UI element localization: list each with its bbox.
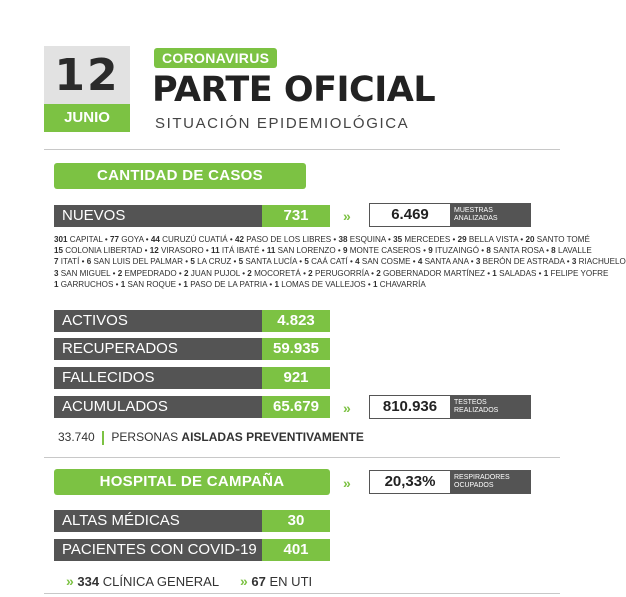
town-count: 1 xyxy=(543,268,549,278)
town-name: SAN COSME xyxy=(361,257,411,267)
town-count: 35 xyxy=(393,235,403,244)
town-count: 3 xyxy=(475,257,481,267)
town-name: CAÁ CATÍ xyxy=(311,257,348,267)
muestras-caption-1: MUESTRAS xyxy=(454,207,493,214)
testeos-value: 810.936 xyxy=(382,398,438,415)
town-count: 7 xyxy=(54,257,59,267)
town-count: 9 xyxy=(343,246,348,256)
town-item xyxy=(355,257,410,266)
chevron-right-icon: » xyxy=(343,208,351,224)
respiradores-caption xyxy=(450,471,530,493)
town-name: PASO DE LA PATRIA xyxy=(190,279,268,289)
altas-value: 30 xyxy=(262,510,330,532)
town-name: BERÓN DE ASTRADA xyxy=(482,257,565,267)
town-count: 2 xyxy=(308,268,313,278)
town-name: SAN LUIS DEL PALMAR xyxy=(93,257,183,267)
chevron-right-icon: » xyxy=(240,573,248,589)
town-count: 1 xyxy=(372,279,378,289)
page-subtitle: SITUACIÓN EPIDEMIOLÓGICA xyxy=(155,115,410,132)
town-count: 1 xyxy=(274,279,279,289)
town-count: 1 xyxy=(183,279,188,289)
town-item xyxy=(393,235,450,244)
towns-line: 301 CAPITAL • 77 GOYA • 44 CURUZÚ CUATIÁ • 42 PASO DE LOS LIBRES • 38 ESQUINA • 35 MERCEDES • 29 BELLA VISTA • 20 SANTO TOMÉ xyxy=(54,235,590,244)
uti-value: 67 xyxy=(251,574,266,589)
town-name: SANTO TOMÉ xyxy=(536,235,590,244)
testeos-caption xyxy=(450,396,530,418)
town-item xyxy=(190,257,231,266)
town-item xyxy=(274,280,365,289)
town-count: 2 xyxy=(247,268,252,278)
respiradores-caption-2: OCUPADOS xyxy=(454,482,494,489)
town-name: PASO DE LOS LIBRES xyxy=(246,235,332,244)
town-item xyxy=(551,246,592,255)
town-item xyxy=(376,269,485,278)
town-count: 11 xyxy=(266,246,276,256)
divider xyxy=(44,149,560,150)
town-count: 301 xyxy=(54,235,68,244)
town-name: MERCEDES xyxy=(404,235,451,244)
town-item xyxy=(572,257,626,266)
town-item xyxy=(486,246,543,255)
town-item xyxy=(308,269,369,278)
chevron-right-icon: » xyxy=(343,400,351,416)
town-item xyxy=(304,257,348,266)
town-item xyxy=(150,246,204,255)
town-item xyxy=(121,280,176,289)
town-count: 3 xyxy=(571,257,577,267)
town-count: 29 xyxy=(457,235,467,244)
town-item xyxy=(458,235,519,244)
muestras-caption xyxy=(450,204,530,226)
testeos-caption-2: REALIZADOS xyxy=(454,407,499,414)
town-item xyxy=(110,235,144,244)
town-count: 1 xyxy=(120,279,126,289)
town-count: 8 xyxy=(486,246,491,256)
town-name: SANTA ANA xyxy=(424,257,469,267)
town-name: SANTA ROSA xyxy=(493,246,544,256)
town-count: 5 xyxy=(190,257,195,267)
altas-label: ALTAS MÉDICAS xyxy=(54,510,262,532)
town-name: ITATÍ xyxy=(60,257,80,267)
acumulados-label: ACUMULADOS xyxy=(54,396,262,418)
page-title: PARTE OFICIAL xyxy=(152,70,436,110)
aislados-text-2: AISLADAS PREVENTIVAMENTE xyxy=(181,430,364,444)
recuperados-value: 59.935 xyxy=(262,338,330,360)
town-count: 9 xyxy=(428,246,433,256)
towns-line: 7 ITATÍ • 6 SAN LUIS DEL PALMAR • 5 LA CRUZ • 5 SANTA LUCÍA • 5 CAÁ CATÍ • 4 SAN COSME • 4 SANTA ANA • 3 BERÓN DE ASTRADA • 3 RIACHUELO xyxy=(54,257,626,267)
town-item xyxy=(183,280,267,289)
respiradores-box xyxy=(369,470,531,494)
town-name: LOMAS DE VALLEJOS xyxy=(281,279,366,289)
town-name: MOCORETÁ xyxy=(254,268,301,278)
chevron-right-icon: » xyxy=(66,573,74,589)
nuevos-label: NUEVOS xyxy=(54,205,262,227)
aislados-line xyxy=(58,430,364,445)
town-name: JUAN PUJOL xyxy=(190,268,240,278)
town-name: SANTA LUCÍA xyxy=(245,257,297,267)
town-count: 12 xyxy=(149,246,159,256)
activos-value: 4.823 xyxy=(262,310,330,332)
clinica-label: CLÍNICA GENERAL xyxy=(102,574,220,589)
towns-line: 3 SAN MIGUEL • 2 EMPEDRADO • 2 JUAN PUJOL • 2 MOCORETÁ • 2 PERUGORRÍA • 2 GOBERNADOR MARTÍNEZ • 1 SALADAS • 1 FELIPE YOFRE xyxy=(54,268,609,278)
town-item xyxy=(54,235,103,244)
divider xyxy=(44,457,560,458)
town-name: ITUZAINGÓ xyxy=(434,246,480,256)
town-name: CURUZÚ CUATIÁ xyxy=(162,235,228,244)
town-count: 15 xyxy=(54,246,64,256)
town-item xyxy=(418,257,469,266)
date-block xyxy=(44,46,130,132)
towns-line: 1 GARRUCHOS • 1 SAN ROQUE • 1 PASO DE LA PATRIA • 1 LOMAS DE VALLEJOS • 1 CHAVARRÍA xyxy=(54,279,426,289)
town-item xyxy=(544,269,609,278)
town-count: 3 xyxy=(54,268,59,278)
town-name: MONTE CASEROS xyxy=(349,246,421,256)
town-item xyxy=(54,257,79,266)
town-name: FELIPE YOFRE xyxy=(550,268,609,278)
clinica-line xyxy=(66,573,219,589)
town-item xyxy=(428,246,479,255)
fallecidos-value: 921 xyxy=(262,367,330,389)
town-name: GOYA xyxy=(121,235,144,244)
fallecidos-label: FALLECIDOS xyxy=(54,367,262,389)
town-count: 44 xyxy=(150,235,160,244)
town-name: EMPEDRADO xyxy=(124,268,177,278)
town-count: 20 xyxy=(525,235,535,244)
town-item xyxy=(343,246,421,255)
coronavirus-tag: CORONAVIRUS xyxy=(154,48,277,68)
town-name: SAN LORENZO xyxy=(277,246,336,256)
town-count: 6 xyxy=(86,257,92,267)
town-count: 38 xyxy=(338,235,348,244)
town-item xyxy=(267,246,336,255)
recuperados-label: RECUPERADOS xyxy=(54,338,262,360)
aislados-value: 33.740 xyxy=(58,430,95,444)
town-item xyxy=(184,269,240,278)
town-item xyxy=(373,280,426,289)
section-title-hospital: HOSPITAL DE CAMPAÑA xyxy=(54,469,330,495)
pacientes-label: PACIENTES CON COVID-19 xyxy=(54,539,262,561)
town-name: VIRASORO xyxy=(160,246,204,256)
town-item xyxy=(87,257,183,266)
town-name: ITÁ IBATÉ xyxy=(221,246,260,256)
uti-label: EN UTI xyxy=(269,574,313,589)
town-name: LA CRUZ xyxy=(197,257,232,267)
town-count: 5 xyxy=(238,257,244,267)
town-item xyxy=(54,269,110,278)
town-count: 8 xyxy=(551,246,556,256)
town-name: CAPITAL xyxy=(69,235,103,244)
town-name: CHAVARRÍA xyxy=(379,279,426,289)
town-name: GARRUCHOS xyxy=(60,279,114,289)
town-item xyxy=(151,235,228,244)
town-name: LAVALLE xyxy=(557,246,592,256)
town-item xyxy=(526,235,590,244)
town-item xyxy=(235,235,331,244)
town-item xyxy=(476,257,565,266)
date-month: JUNIO xyxy=(44,104,130,132)
date-day: 12 xyxy=(44,46,130,104)
town-count: 11 xyxy=(211,246,220,256)
aislados-divider xyxy=(102,431,104,445)
respiradores-caption-1: RESPIRADORES xyxy=(454,474,510,481)
town-name: COLONIA LIBERTAD xyxy=(65,246,143,256)
divider xyxy=(44,593,560,594)
aislados-text-1: PERSONAS xyxy=(111,430,179,444)
testeos-box xyxy=(369,395,531,419)
testeos-caption-1: TESTEOS xyxy=(454,399,487,406)
town-count: 1 xyxy=(492,268,497,278)
town-count: 5 xyxy=(304,257,309,267)
pacientes-value: 401 xyxy=(262,539,330,561)
clinica-value: 334 xyxy=(77,574,100,589)
town-count: 4 xyxy=(417,257,423,267)
town-count: 1 xyxy=(54,279,59,289)
uti-line xyxy=(240,573,312,589)
activos-label: ACTIVOS xyxy=(54,310,262,332)
chevron-right-icon: » xyxy=(343,475,351,491)
town-name: RIACHUELO xyxy=(578,257,626,267)
town-name: ESQUINA xyxy=(349,235,386,244)
town-name: GOBERNADOR MARTÍNEZ xyxy=(383,268,485,278)
muestras-value: 6.469 xyxy=(391,206,429,223)
town-item xyxy=(211,246,259,255)
town-name: SAN MIGUEL xyxy=(60,268,111,278)
acumulados-value: 65.679 xyxy=(262,396,330,418)
town-name: BELLA VISTA xyxy=(468,235,519,244)
towns-list xyxy=(54,234,626,290)
nuevos-value: 731 xyxy=(262,205,330,227)
town-count: 2 xyxy=(376,268,381,278)
town-item xyxy=(54,246,142,255)
respiradores-value: 20,33% xyxy=(384,473,436,490)
town-count: 42 xyxy=(235,235,245,244)
town-count: 77 xyxy=(109,235,119,244)
town-item xyxy=(339,235,386,244)
muestras-caption-2: ANALIZADAS xyxy=(454,215,498,222)
town-name: PERUGORRÍA xyxy=(314,268,369,278)
town-name: SAN ROQUE xyxy=(127,279,177,289)
town-count: 2 xyxy=(184,268,189,278)
town-item xyxy=(247,269,301,278)
town-item xyxy=(54,280,113,289)
town-item xyxy=(118,269,177,278)
town-count: 2 xyxy=(117,268,123,278)
town-name: SALADAS xyxy=(499,268,537,278)
town-item xyxy=(239,257,297,266)
towns-line: 15 COLONIA LIBERTAD • 12 VIRASORO • 11 ITÁ IBATÉ • 11 SAN LORENZO • 9 MONTE CASEROS • 9 ITUZAINGÓ • 8 SANTA ROSA • 8 LAVALLE xyxy=(54,246,592,256)
town-item xyxy=(492,269,536,278)
muestras-box xyxy=(369,203,531,227)
town-count: 4 xyxy=(355,257,360,267)
section-title-casos: CANTIDAD DE CASOS xyxy=(54,163,306,189)
